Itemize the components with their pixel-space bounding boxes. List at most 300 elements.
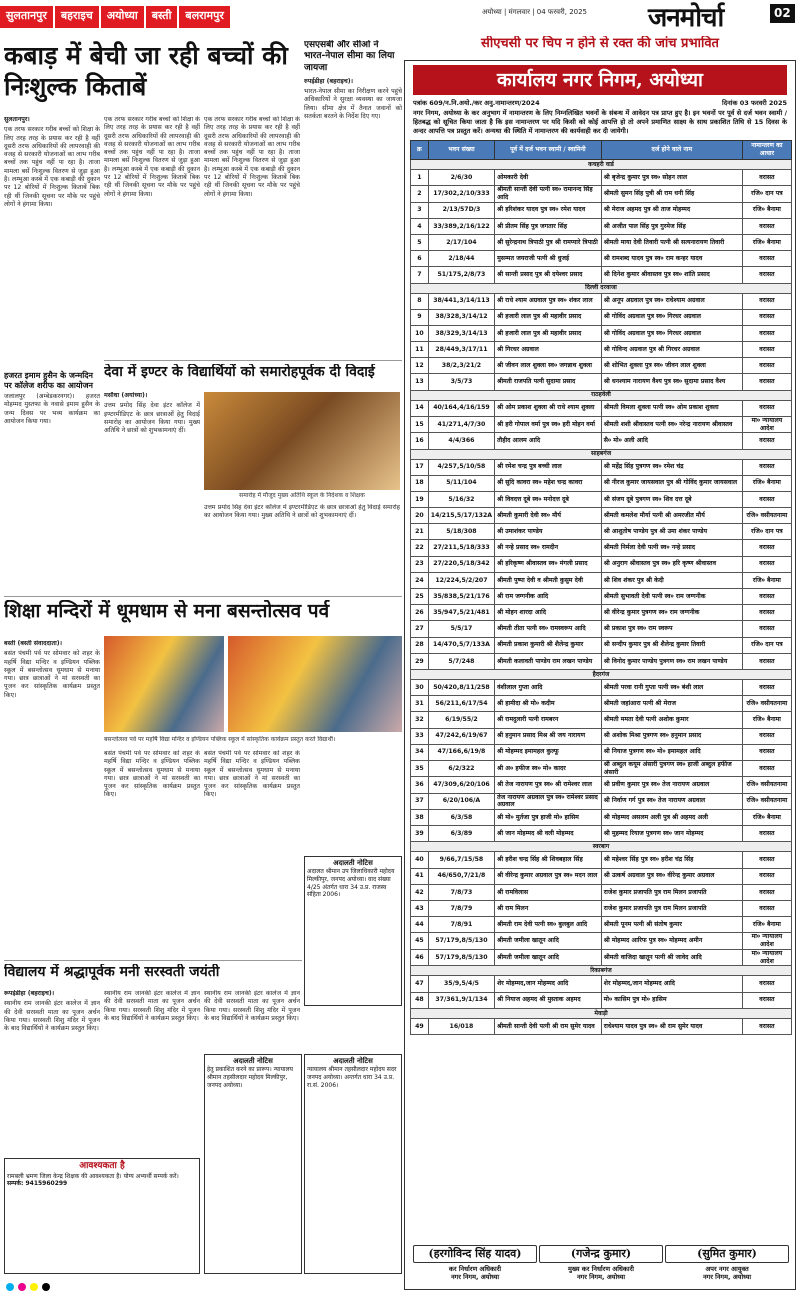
table-cell: वरासत — [742, 868, 791, 884]
saraswati-body-2 — [104, 990, 200, 1150]
table-cell: 10 — [411, 325, 429, 341]
table-cell: श्रीमती सान्ती देवी पत्नी स्व० रामानन्द सिंह आदि — [495, 186, 602, 203]
table-cell: वरासत — [742, 374, 791, 390]
tab-basti[interactable]: बस्ती — [146, 6, 178, 28]
tab-ayodhya[interactable]: अयोध्या — [101, 6, 144, 28]
table-cell: मा० न्यायालय आदेश — [742, 949, 791, 966]
table-cell: राधेश्याम यादव पुत्र स्व० श्री राम सुमेर यादव — [601, 1018, 742, 1034]
vasant-caption: बसन्तोत्सव पर्व पर महर्षि विद्या मन्दिर व इण्डियन पब्लिक स्कूल में सांस्कृतिक कार्यक्रम प्रस्तुत करते विद्यार्थी। — [104, 736, 336, 743]
table-cell: श्री तेज नारायण पुत्र स्व० श्री रामेश्वर लाल — [495, 777, 602, 793]
table-cell: वरासत — [742, 621, 791, 637]
table-cell: रजि० बैनामा — [742, 202, 791, 218]
table-cell: श्री अजीत पाल सिंह पुत्र गुरमेज सिंह — [601, 218, 742, 234]
table-section-row — [411, 449, 792, 459]
table-cell: श्रीमती तीता पत्नी स्व० रामस्वरूप आदि — [495, 621, 602, 637]
table-row — [411, 459, 792, 475]
section-label: हैदरगंज — [411, 669, 792, 679]
table-cell: राजेश कुमार प्रजापति पुत्र राम मिलन प्रजापति — [601, 901, 742, 917]
table-cell: 19 — [411, 491, 429, 507]
vasant-text-3: बसंत पंचमी पर्व पर सोमवार को शहर के महर्षि विद्या मन्दिर व इण्डियन पब्लिक स्कूल में बसन्तोत्सव धूमधाम से मनाया गया। छात्र छात्राओं ने मां सरस्वती का पूजन कर सांस्कृतिक कार्यक्रम प्रस्तुत किए। — [204, 750, 300, 799]
saraswati-headline: विद्यालय में श्रद्धापूर्वक मनी सरस्वती जयंती — [4, 964, 220, 980]
table-row — [411, 826, 792, 842]
table-cell: 24 — [411, 572, 429, 588]
table-cell: श्री महेश्वर सिंह पुत्र स्व० हरीश चंद्र सिंह — [601, 852, 742, 868]
legal-notice-body: अदालत श्रीमान उप जिलाधिकारी महोदय मिल्कीपुर, जनपद अयोध्या। वाद संख्या 4/25 अंतर्गत धारा 34 उ.प्र. राजस्व संहिता 2006। — [307, 868, 395, 899]
notice-ref — [405, 99, 795, 107]
table-cell: वरासत — [742, 744, 791, 760]
table-cell: श्री हजारी लाल पुत्र श्री महावीर प्रसाद — [495, 309, 602, 325]
table-cell: 27/211,5/18/333 — [428, 540, 494, 556]
table-cell: श्री मोहम्मद इमामहल कुल्फू — [495, 744, 602, 760]
notice-date: दिनांक 03 फरवरी 2025 — [722, 99, 787, 107]
table-cell: श्री अनुराग श्रीवास्तव पुत्र स्व० हरि कृष्ण श्रीवास्तव — [601, 556, 742, 572]
table-cell: वरासत — [742, 589, 791, 605]
table-cell: 14/215,5/17/132A — [428, 508, 494, 524]
table-cell: 38 — [411, 810, 429, 826]
table-row — [411, 679, 792, 695]
table-cell: वरासत — [742, 358, 791, 374]
table-cell: वरासत — [742, 760, 791, 777]
lead-text-cont: एक तरफ सरकार गरीब बच्चों को शिक्षा के लिए तरह तरह के प्रयास कर रही है वहीं दूसरी तरफ अधिकारियों की लापरवाही की वजह से सरकारी योजनाओं का लाभ गरीब बच्चों तक पहुंच नहीं पा रहा है। ताजा मामला बसें निःशुल्क वितरण से जुड़ा हुआ है। लम्भुआ कस्बे में एक कबाड़ी की दुकान पर 12 बोरियों में निःशुल्क किताबें बिक रही थीं जिनकी सूचना पर मौके पर पहुंचे लोगों ने हंगामा किया। — [104, 116, 200, 198]
magenta-mark — [18, 1283, 26, 1291]
table-cell: 2/18/44 — [428, 251, 494, 267]
table-cell: वरासत — [742, 653, 791, 669]
legal-notice-3 — [304, 1054, 402, 1274]
table-cell: श्री रामशब्द यादव पुत्र स्व० राम कन्हर यादव — [601, 251, 742, 267]
table-cell: मो० कासिम पुत्र मो० हासिम — [601, 992, 742, 1008]
col-header: भवन संख्या — [428, 141, 494, 160]
table-cell: 41/271,4/7/30 — [428, 416, 494, 433]
table-row — [411, 712, 792, 728]
table-cell: रजि० बैनामा — [742, 810, 791, 826]
table-row — [411, 992, 792, 1008]
table-cell: रजि० बैनामा — [742, 234, 791, 250]
table-row — [411, 508, 792, 524]
table-cell: वरासत — [742, 540, 791, 556]
table-row — [411, 760, 792, 777]
table-row — [411, 251, 792, 267]
signatory-office: नगर निगम, अयोध्या — [576, 1272, 626, 1281]
table-cell: 37 — [411, 793, 429, 810]
table-cell: शेर मोहम्मद,जान मोहम्मद आदि — [495, 976, 602, 992]
page-number: 02 — [770, 4, 795, 23]
cyan-mark — [6, 1283, 14, 1291]
table-cell: 12/224,5/2/207 — [428, 572, 494, 588]
table-cell: 49 — [411, 1018, 429, 1034]
table-cell: वरासत — [742, 267, 791, 283]
table-section-row — [411, 669, 792, 679]
table-cell: 16/018 — [428, 1018, 494, 1034]
table-cell: श्री जान मोहम्मद श्री वली मोहम्मद — [495, 826, 602, 842]
hussain-headline: हजरत इमाम हुसैन के जन्मदिन पर कॉलेज शरीफ का आयोजन — [4, 370, 93, 390]
vacancy-phone: सम्पर्क: 9415960299 — [7, 1180, 68, 1188]
table-cell: 15 — [411, 416, 429, 433]
legal-notice-body: न्यायालय श्रीमान तहसीलदार महोदय सदर जनपद अयोध्या। अन्तर्गत धारा 34 उ.प्र. रा.सं. 2006। — [307, 1066, 397, 1089]
table-cell: श्रीमती ममता देवी पत्नी अशोक कुमार — [601, 712, 742, 728]
table-row — [411, 728, 792, 744]
table-cell: श्री नीरज कुमार जायसवाल पुत्र श्री गोविंद कुमार जायसवाल — [601, 475, 742, 491]
table-cell: 39 — [411, 826, 429, 842]
table-cell: 41 — [411, 868, 429, 884]
table-cell: श्री जीवन लाल शुक्ला स्व० जगन्नाथ शुक्ला — [495, 358, 602, 374]
legal-notice-title: अदालती नोटिस — [333, 1057, 373, 1065]
farewell-body — [104, 392, 200, 592]
legal-notice-2 — [204, 1054, 302, 1274]
table-cell: 38/441,3/14/113 — [428, 293, 494, 309]
table-cell: 6 — [411, 251, 429, 267]
table-cell: वरासत — [742, 433, 791, 449]
table-cell: 29 — [411, 653, 429, 669]
tab-balrampur[interactable]: बलरामपुर — [179, 6, 229, 28]
table-cell: वरासत — [742, 325, 791, 341]
table-cell: 44 — [411, 917, 429, 933]
table-cell: श्री रामविलास — [495, 884, 602, 900]
farewell-text-2: उत्तम प्रमोद सिंह देवा इंटर कॉलेज में इण्टरमीडिएट के छात्र छात्राओं हेतु विदाई समारोह का आयोजन किया गया। मुख्य अतिथि ने छात्रों को शुभकामनाएं दीं। — [204, 504, 400, 520]
table-cell: 47/166,6/19/8 — [428, 744, 494, 760]
table-row — [411, 342, 792, 358]
lead-body-col2 — [104, 116, 200, 436]
table-cell: श्री गिरधर अग्रवाल — [495, 342, 602, 358]
table-cell: 46 — [411, 949, 429, 966]
table-cell: 50/420,8/11/258 — [428, 679, 494, 695]
dateline: अयोध्या | मंगलवार | 04 फरवरी, 2025 — [482, 8, 588, 16]
table-cell: 35/9,5/4/5 — [428, 976, 494, 992]
chip-headline: सीएचसी पर चिप न होने से रक्त की जांच प्रभावित — [481, 36, 719, 51]
border-body: भारत-नेपाल सीमा का निरीक्षण करने पहुंचे अधिकारियों ने सुरक्षा व्यवस्था का जायजा लिया। सीमा क्षेत्र में तैनात जवानों को सतर्कता बरतने के निर्देश दिए गए। — [304, 88, 402, 120]
vasant-photo-1 — [104, 636, 224, 732]
table-cell: 22 — [411, 540, 429, 556]
table-cell: 6/2/322 — [428, 760, 494, 777]
lead-text-cont2: एक तरफ सरकार गरीब बच्चों को शिक्षा के लिए तरह तरह के प्रयास कर रही है वहीं दूसरी तरफ अधिकारियों की लापरवाही की वजह से सरकारी योजनाओं का लाभ गरीब बच्चों तक पहुंच नहीं पा रहा है। ताजा मामला बसें निःशुल्क वितरण से जुड़ा हुआ है। लम्भुआ कस्बे में एक कबाड़ी की दुकान पर 12 बोरियों में निःशुल्क किताबें बिक रही थीं जिनकी सूचना पर मौके पर पहुंचे लोगों ने हंगामा किया। — [204, 116, 300, 198]
lead-body-col3 — [204, 116, 300, 356]
notice-table — [410, 140, 792, 1035]
table-row — [411, 433, 792, 449]
table-cell: श्री गोविन्द अग्रवाल पुत्र श्री गिरधर अग्रवाल — [601, 342, 742, 358]
table-cell: 38/329,3/14/13 — [428, 325, 494, 341]
table-cell: 4/257,5/10/58 — [428, 459, 494, 475]
vasant-body-col2 — [104, 750, 200, 940]
table-row — [411, 491, 792, 507]
signatory-role: कर निर्धारण अधिकारी — [448, 1264, 502, 1273]
table-cell: वरासत — [742, 342, 791, 358]
table-cell: श्री संजय दूबे पुत्रगण स्व० शिव दत्त दूबे — [601, 491, 742, 507]
table-cell: 6/19/55/2 — [428, 712, 494, 728]
table-cell: तेज नारायण अग्रवाल पुत्र स्व० रामेश्वर प्रसाद अग्रवाल — [495, 793, 602, 810]
col-header: क्र — [411, 141, 429, 160]
table-cell: रजि० दान पत्र — [742, 637, 791, 653]
table-cell: वरासत — [742, 459, 791, 475]
saraswati-text-3: स्थानीय राम जानकी इंटर कालेज में ज्ञान की देवी सरस्वती माता का पूजन अर्चन किया गया। सरस्वती शिशु मंदिर में पूजन के बाद विद्यार्थियों ने कार्यक्रम प्रस्तुत किए। — [204, 990, 300, 1022]
table-cell: 4/4/366 — [428, 433, 494, 449]
table-cell: 42 — [411, 884, 429, 900]
border-headline: एसएसबी और सीओ ने भारत-नेपाल सीमा का लिया जायजा — [304, 40, 395, 73]
table-row — [411, 400, 792, 416]
table-cell: श्री गोविंद अग्रवाल पुत्र स्व० गिरधर अग्रवाल — [601, 309, 742, 325]
vasant-dateline: बस्ती (बस्ती संवाददाता)। — [4, 640, 62, 647]
table-cell: वरासत — [742, 901, 791, 917]
table-row — [411, 868, 792, 884]
divider — [4, 596, 402, 597]
table-cell: 20 — [411, 508, 429, 524]
col-header: दर्ज होने वाले नाम — [601, 141, 742, 160]
saraswati-dateline: रूपईडीहा (बहराइच)। — [4, 990, 55, 997]
table-cell: वरासत — [742, 251, 791, 267]
table-cell: 6/3/58 — [428, 810, 494, 826]
table-section-row — [411, 283, 792, 293]
table-row — [411, 793, 792, 810]
table-row — [411, 653, 792, 669]
table-cell: श्रीमती जहांआरा पत्नी श्री मेराज — [601, 696, 742, 712]
table-row — [411, 589, 792, 605]
table-section-row — [411, 842, 792, 852]
farewell-dateline: मसौधा (अयोध्या)। — [104, 392, 148, 399]
table-cell: श्री मोहन शारदा आदि — [495, 605, 602, 621]
table-cell: 40 — [411, 852, 429, 868]
table-cell: 43 — [411, 901, 429, 917]
table-cell: रजि० दान पत्र — [742, 524, 791, 540]
vacancy-ad — [4, 1158, 200, 1274]
table-cell: श्री अ० हफीज स्व० मो० कादर — [495, 760, 602, 777]
table-cell: श्री शिव शंकर पुत्र श्री केदी — [601, 572, 742, 588]
table-cell: श्री राधे श्याम अग्रवाल पुत्र स्व० शंकर लाल — [495, 293, 602, 309]
table-row — [411, 933, 792, 950]
hussain-body: जलालपुर (अम्बेडकरनगर)। हजरत मोहम्मद मुस्तफा के नवासे इमाम हुसैन के जन्म दिवस पर भव्य कार्यक्रम का आयोजन किया गया। — [4, 393, 100, 425]
table-cell: मा० न्यायालय आदेश — [742, 416, 791, 433]
table-cell: 16 — [411, 433, 429, 449]
section-label: स्वरबाग — [411, 842, 792, 852]
vasant-text-2: बसंत पंचमी पर्व पर सोमवार को शहर के महर्षि विद्या मन्दिर व इण्डियन पब्लिक स्कूल में बसन्तोत्सव धूमधाम से मनाया गया। छात्र छात्राओं ने मां सरस्वती का पूजन कर सांस्कृतिक कार्यक्रम प्रस्तुत किए। — [104, 750, 200, 799]
table-cell: श्री बृजेन्द्र कुमार पुत्र स्व० सोहन लाल — [601, 169, 742, 185]
table-header-row — [411, 141, 792, 160]
vasant-photo-2 — [228, 636, 402, 732]
vasant-text: बसंत पंचमी पर्व पर सोमवार को शहर के महर्षि विद्या मन्दिर व इण्डियन पब्लिक स्कूल में बसन्तोत्सव धूमधाम से मनाया गया। छात्र छात्राओं ने मां सरस्वती का पूजन कर सांस्कृतिक कार्यक्रम प्रस्तुत किए। — [4, 650, 100, 699]
table-cell: 18 — [411, 475, 429, 491]
vasant-headline: शिक्षा मन्दिरों में धूमधाम से मना बसन्तोत्सव पर्व — [4, 600, 330, 622]
signatory-office: नगर निगम, अयोध्या — [450, 1272, 500, 1281]
table-row — [411, 325, 792, 341]
table-row — [411, 949, 792, 966]
municipal-notice — [404, 60, 796, 1290]
table-cell: श्री विवदत्त दूबे स्व० मनोदत्त दूबे — [495, 491, 602, 507]
table-cell: 4 — [411, 218, 429, 234]
table-cell: श्री अब्दुल कयूम अंसारी पुत्रगण स्व० हाजी अब्दुल हफीज अंसारी — [601, 760, 742, 777]
table-cell: 33 — [411, 728, 429, 744]
table-cell: श्री हनुमान प्रसाद मिश्र श्री जय नारायण — [495, 728, 602, 744]
signature-2 — [539, 1245, 663, 1281]
table-cell: 56/211,6/17/54 — [428, 696, 494, 712]
table-cell: 5/7/248 — [428, 653, 494, 669]
notice-intro: नगर निगम, अयोध्या के कर अनुभाग में नामान्तरण के लिए निम्नलिखित भवनों के संबन्ध में आवेदन पत्र प्राप्त हुए है। इन भवनों पर पूर्व से दर्ज भवन स्वामी / हितबद्ध को सूचित किया जाता है कि इस नामान्तरण पर यदि किसी को कोई आपत्ति हो तो अपने प्रमाणित साक्ष्य के साथ प्रकाशित तिथि से 15 दिवस के अन्दर आपत्ति पत्र प्रस्तुत करें। अन्यथा की स्थिति में नामान्तरण की कार्यवाही कर दी जायेगी। — [413, 109, 787, 135]
table-cell: 3/5/73 — [428, 374, 494, 390]
signatory-name: (सुमित कुमार) — [665, 1245, 789, 1263]
table-row — [411, 777, 792, 793]
table-cell: वरासत — [742, 309, 791, 325]
table-row — [411, 267, 792, 283]
table-row — [411, 621, 792, 637]
table-section-row — [411, 159, 792, 169]
table-row — [411, 475, 792, 491]
vacancy-title: आवश्यकता है — [79, 1161, 125, 1171]
signatory-role: अपर नगर आयुक्त — [705, 1264, 749, 1273]
section-label: दिल्ली दरवाजा — [411, 283, 792, 293]
table-cell: श्रीमती राजपति पत्नी सुदामा प्रसाद — [495, 374, 602, 390]
signature-3 — [665, 1245, 789, 1281]
farewell-headline: देवा में इण्टर के विद्यार्थियों को समारोहपूर्वक दी विदाई — [104, 364, 375, 380]
signature-1 — [413, 1245, 537, 1281]
table-cell: श्री हरी गोपाल वर्मा पुत्र स्व० हरी मोहन वर्मा — [495, 416, 602, 433]
table-cell: श्री विनोद कुमार पाण्डेय पुत्रगण स्व० राम लखन पाण्डेय — [601, 653, 742, 669]
table-section-row — [411, 390, 792, 400]
table-cell: रजि० बैनामा — [742, 712, 791, 728]
table-section-row — [411, 966, 792, 976]
district-tabs — [0, 6, 232, 28]
table-cell: 14/470,5/7/133A — [428, 637, 494, 653]
table-cell: श्रीमती प्रकाश कुमारी श्री शैलेन्द्र कुमार — [495, 637, 602, 653]
table-cell: 30 — [411, 679, 429, 695]
table-cell: रजि० वसीयतनामा — [742, 777, 791, 793]
table-cell: 37/361,9/1/134 — [428, 992, 494, 1008]
table-cell: श्री मोहम्मद असलम अली पुत्र श्री अहमद अली — [601, 810, 742, 826]
farewell-headline-box — [104, 364, 402, 388]
table-cell: श्री धनश्याम नारायण वैश्य पुत्र स्व० सुदामा प्रसाद वैश्य — [601, 374, 742, 390]
lead-dateline: सुलतानपुर। — [4, 116, 30, 123]
vacancy-body: रामबली भ्रमण जिला केन्द्र शिक्षक की आवश्यकता है। योग्य अभ्यर्थी सम्पर्क करें। — [7, 1172, 179, 1180]
table-cell: 35/947,5/21/481 — [428, 605, 494, 621]
table-cell: वरासत — [742, 400, 791, 416]
table-row — [411, 637, 792, 653]
table-cell: श्रीमती सान्ती देवी पत्नी श्री राम सुमेर यादव — [495, 1018, 602, 1034]
signatory-name: (हरगोविन्द सिंह यादव) — [413, 1245, 537, 1263]
table-cell: श्री वीरेन्द्र कुमार अग्रवाल पुत्र स्व० मदन लाल — [495, 868, 602, 884]
table-cell: 7/8/79 — [428, 901, 494, 917]
table-cell: श्री अशोक मिश्रा पुत्रगण स्व० हनुमान प्रसाद — [601, 728, 742, 744]
table-cell: राजेश कुमार प्रजापति पुत्र राम मिलन प्रजापति — [601, 884, 742, 900]
table-row — [411, 358, 792, 374]
table-row — [411, 169, 792, 185]
table-row — [411, 202, 792, 218]
section-label: मेवाड़ी — [411, 1008, 792, 1018]
table-cell: श्रीमती वाजिदा खातून पत्नी श्री जावेद आदि — [601, 949, 742, 966]
table-cell: श्रीमती सुमन सिंह पुत्री श्री राम धनी सिंह — [601, 186, 742, 203]
signatory-name: (गजेन्द्र कुमार) — [539, 1245, 663, 1263]
divider — [4, 960, 302, 961]
table-cell: श्री मो० मुर्तजा पुत्र हाजी मो० हासिम — [495, 810, 602, 826]
table-cell: श्री सान्ती प्रसाद पुत्र श्री दयेश्वर प्रसाद — [495, 267, 602, 283]
table-cell: श्रीमती सुभावती देवी पत्नी स्व० राम जग्गनीक — [601, 589, 742, 605]
table-cell: 27 — [411, 621, 429, 637]
table-cell: 1 — [411, 169, 429, 185]
table-row — [411, 884, 792, 900]
table-cell: श्री रामदुलारी पत्नी रामबरन — [495, 712, 602, 728]
table-cell: श्री गोविंद अग्रवाल पुत्र स्व० गिरधर अग्रवाल — [601, 325, 742, 341]
table-cell: श्रीमती जमीला खातून आदि — [495, 949, 602, 966]
print-marks — [0, 1280, 800, 1295]
table-cell: 45 — [411, 933, 429, 950]
table-cell: वरासत — [742, 556, 791, 572]
table-cell: 27/220,5/18/342 — [428, 556, 494, 572]
legal-notice-body: हेतु प्रकाशित करने का प्रारूप। न्यायालय श्रीमान तहसीलदार महोदय मिल्कीपुर, जनपद अयोध्या। — [207, 1066, 294, 1089]
tab-bahraich[interactable]: बहराइच — [55, 6, 99, 28]
table-cell: वरासत — [742, 1018, 791, 1034]
table-row — [411, 540, 792, 556]
table-cell: 5/18/308 — [428, 524, 494, 540]
table-row — [411, 572, 792, 588]
border-story — [304, 40, 402, 340]
table-cell: 36 — [411, 777, 429, 793]
table-cell: श्री वीरेन्द्र कुमार पुत्रगण स्व० राम जग्गनीक — [601, 605, 742, 621]
chip-headline-box — [404, 36, 796, 58]
table-cell: श्री निर्वाण गर्ग पुत्र स्व० तेज नारायण अग्रवाल — [601, 793, 742, 810]
table-row — [411, 1018, 792, 1034]
table-row — [411, 744, 792, 760]
table-cell: 51/175,2/8/73 — [428, 267, 494, 283]
table-cell: 6/3/89 — [428, 826, 494, 842]
table-cell: 5/16/32 — [428, 491, 494, 507]
table-cell: 57/179,8/5/130 — [428, 949, 494, 966]
table-cell: श्रीमती कुमारी देवी स्व० मौर्य — [495, 508, 602, 524]
legal-notice-title: अदालती नोटिस — [333, 859, 373, 867]
table-row — [411, 852, 792, 868]
table-cell: रजि० वसीयतनामा — [742, 508, 791, 524]
table-cell: 6/20/106/A — [428, 793, 494, 810]
table-cell: 47/309,6/20/106 — [428, 777, 494, 793]
section-label: राठहवेली — [411, 390, 792, 400]
table-cell: 23 — [411, 556, 429, 572]
signatory-role: मुख्य कर निर्धारण अधिकारी — [568, 1264, 634, 1273]
table-cell: 38/328,3/14/12 — [428, 309, 494, 325]
table-cell: 26 — [411, 605, 429, 621]
table-row — [411, 416, 792, 433]
table-cell: श्री प्रकाश पुत्र स्व० राम स्वरूप — [601, 621, 742, 637]
col-header: पूर्व में दर्ज भवन स्वामी / स्वामिनी — [495, 141, 602, 160]
table-cell: तौहीद आलम आदि — [495, 433, 602, 449]
table-cell: श्री दिनेश कुमार श्रीवास्तव पुत्र स्व० शांति प्रसाद — [601, 267, 742, 283]
table-cell: श्री सन्दीप कुमार पुत्र श्री शैलेन्द्र कुमार तिवारी — [601, 637, 742, 653]
saraswati-headline-box — [4, 964, 302, 986]
table-cell: श्री शोभित शुक्ला पुत्र स्व० जीवन लाल शुक्ला — [601, 358, 742, 374]
table-cell: 11 — [411, 342, 429, 358]
table-cell: रजि० बैनामा — [742, 572, 791, 588]
table-cell: श्री नियाज अहमद श्री मुस्ताक अहमद — [495, 992, 602, 1008]
table-row — [411, 186, 792, 203]
signatory-office: नगर निगम, अयोध्या — [702, 1272, 752, 1281]
saraswati-text: स्थानीय राम जानकी इंटर कालेज में ज्ञान की देवी सरस्वती माता का पूजन अर्चन किया गया। सरस्वती शिशु मंदिर में पूजन के बाद विद्यार्थियों ने कार्यक्रम प्रस्तुत किए। — [4, 1000, 100, 1033]
table-cell: श्री राम जग्गनीक आदि — [495, 589, 602, 605]
farewell-body-2 — [204, 504, 400, 594]
table-cell: 2/17/104 — [428, 234, 494, 250]
table-cell: श्री उमाशंकर पाण्डेय — [495, 524, 602, 540]
table-cell: श्री सुरेन्द्रनाथ त्रिपाठी पुत्र श्री रामप्यारे त्रिपाठी — [495, 234, 602, 250]
newspaper-title: जनमोर्चा — [648, 3, 724, 33]
table-cell: 33/389,2/16/122 — [428, 218, 494, 234]
table-cell: श्रीमती पूनम पत्नी श्री संतोष कुमार — [601, 917, 742, 933]
legal-notice-title: अदालती नोटिस — [233, 1057, 273, 1065]
table-cell: 35 — [411, 760, 429, 777]
table-row — [411, 810, 792, 826]
table-row — [411, 605, 792, 621]
yellow-mark — [30, 1283, 38, 1291]
table-cell: 28/449,3/17/11 — [428, 342, 494, 358]
farewell-text: उत्तम प्रमोद सिंह देवा इंटर कॉलेज में इण्टरमीडिएट के छात्र छात्राओं हेतु विदाई समारोह का आयोजन किया गया। मुख्य अतिथि ने छात्रों को शुभकामनाएं दीं। — [104, 402, 200, 435]
lead-text: एक तरफ सरकार गरीब बच्चों को शिक्षा के लिए तरह तरह के प्रयास कर रही है वहीं दूसरी तरफ अधिकारियों की लापरवाही की वजह से सरकारी योजनाओं का लाभ गरीब बच्चों तक पहुंच नहीं पा रहा है। ताजा मामला बसें निःशुल्क वितरण से जुड़ा हुआ है। लम्भुआ कस्बे में एक कबाड़ी की दुकान पर 12 बोरियों में निःशुल्क किताबें बिक रही थीं जिनकी सूचना पर मौके पर पहुंचे लोगों ने हंगामा किया। — [4, 126, 100, 208]
table-cell: 35/838,5/21/176 — [428, 589, 494, 605]
table-cell: मुसम्मत जयराजी पत्नी श्री धुजई — [495, 251, 602, 267]
tab-sultanpur[interactable]: सुलतानपुर — [0, 6, 53, 28]
table-cell: श्री सुदि कावरा स्व० महेश चन्द्र कावरा — [495, 475, 602, 491]
table-cell: श्री मेराज अहमद पुत्र श्री ताज मोहम्मद — [601, 202, 742, 218]
table-row — [411, 374, 792, 390]
notice-ref-no: पत्रांक 609/न.नि.अयो./कर अनु.नामान्तरण/2024 — [413, 99, 540, 107]
